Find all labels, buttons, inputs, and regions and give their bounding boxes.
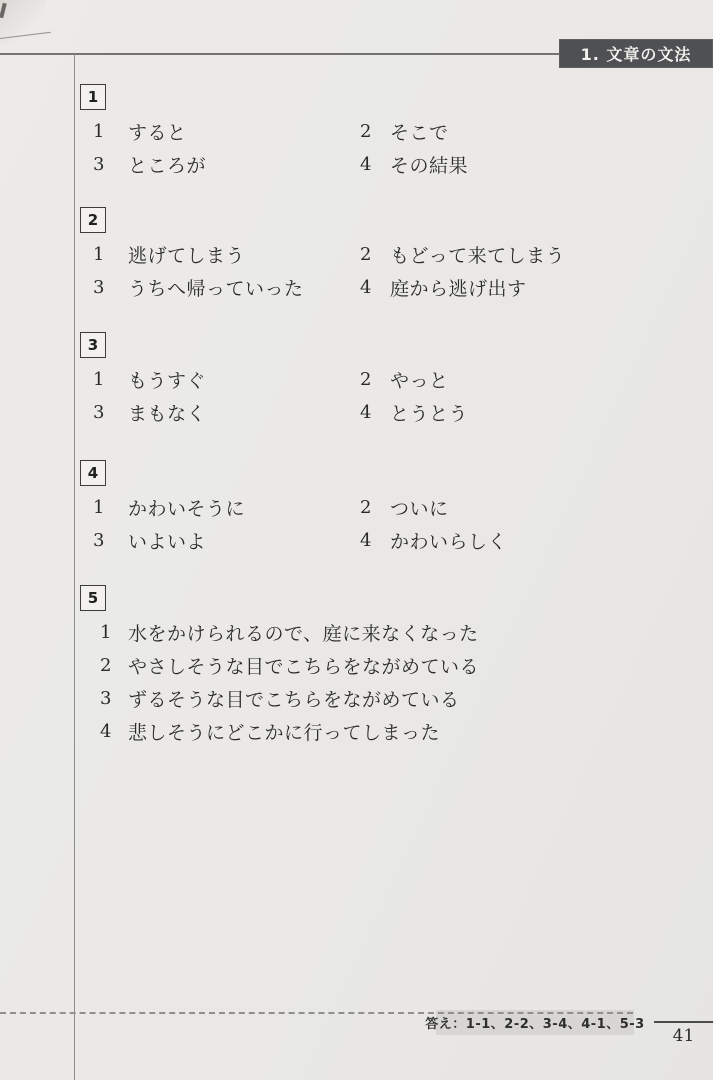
option-number: 4: [360, 530, 372, 551]
option-cell: [93, 366, 360, 393]
option-number: 3: [93, 277, 105, 298]
question-number-box: 3: [80, 332, 106, 358]
option-cell: [360, 399, 468, 426]
options-list: [80, 491, 670, 557]
option-number: 2: [360, 244, 372, 265]
page-number: 41: [672, 1026, 695, 1046]
option-cell: [93, 241, 360, 268]
option-text: やさしそうな目でこちらをながめている: [128, 656, 480, 678]
option-cell: [360, 241, 565, 268]
option-number: 2: [360, 369, 372, 390]
option-number: 4: [360, 277, 372, 298]
option-number: 4: [360, 402, 372, 423]
option-text: その結果: [390, 155, 469, 177]
options-list: [80, 363, 670, 429]
question-block-5: [80, 585, 670, 748]
option-number: 1: [93, 121, 105, 142]
question-number-box: 1: [80, 84, 106, 110]
options-list: [80, 616, 670, 748]
option-text: ついに: [390, 498, 449, 520]
header-horizontal-rule: [0, 53, 561, 55]
option-row: [80, 616, 670, 649]
option-text: うちへ帰っていった: [128, 278, 304, 300]
option-number: 1: [93, 497, 105, 518]
option-number: 2: [360, 497, 372, 518]
option-number: 4: [360, 154, 372, 175]
option-number: 1: [100, 622, 112, 643]
option-text: もうすぐ: [128, 370, 207, 392]
option-text: まもなく: [128, 403, 207, 425]
option-number: 1: [93, 244, 105, 265]
option-number: 3: [93, 402, 105, 423]
option-text: もどって来てしまう: [390, 245, 566, 267]
option-number: 3: [93, 530, 105, 551]
option-cell: [93, 399, 360, 426]
option-row: [80, 491, 670, 524]
option-cell: [93, 527, 360, 554]
option-cell: [360, 494, 449, 521]
option-text: いよいよ: [128, 531, 207, 553]
option-cell: [93, 274, 360, 301]
option-text: 逃げてしまう: [128, 245, 246, 267]
option-row: [80, 238, 670, 271]
option-row: [80, 715, 670, 748]
option-number: 1: [93, 369, 105, 390]
option-cell: [360, 151, 468, 178]
question-block-1: [80, 84, 670, 181]
option-row: [80, 363, 670, 396]
option-text: そこで: [390, 122, 449, 144]
option-cell: [93, 151, 360, 178]
options-list: [80, 115, 670, 181]
option-text: 悲しそうにどこかに行ってしまった: [128, 722, 441, 744]
option-number: 4: [100, 721, 112, 742]
option-text: 水をかけられるので、庭に来なくなった: [128, 623, 479, 645]
option-number: 2: [360, 121, 372, 142]
option-row: [80, 396, 670, 429]
question-block-4: [80, 460, 670, 557]
question-block-3: [80, 332, 670, 429]
question-number-box: 5: [80, 585, 106, 611]
page-number-rule: [654, 1021, 713, 1023]
question-number-box: 4: [80, 460, 106, 486]
question-block-2: [80, 207, 670, 304]
answer-key-text: 答え：1-1、2-2、3-4、4-1、5-3: [425, 1017, 645, 1032]
option-text: やっと: [390, 370, 449, 392]
chapter-title: 1. 文章の文法: [580, 45, 692, 64]
option-cell: [360, 274, 527, 301]
option-cell: [93, 494, 360, 521]
option-cell: [93, 118, 360, 145]
option-number: 2: [100, 655, 112, 676]
options-list: [80, 238, 670, 304]
option-text: とうとう: [390, 403, 469, 425]
option-text: かわいらしく: [390, 531, 508, 553]
option-row: [80, 649, 670, 682]
option-cell: [360, 366, 449, 393]
option-number: 3: [93, 154, 105, 175]
option-text: 庭から逃げ出す: [390, 278, 527, 300]
option-text: かわいそうに: [128, 498, 246, 520]
option-row: [80, 115, 670, 148]
chapter-header-bar: [559, 39, 713, 68]
option-row: [80, 148, 670, 181]
option-text: ずるそうな目でこちらをながめている: [128, 689, 460, 711]
left-margin-rule: [74, 54, 75, 1080]
option-cell: [360, 118, 449, 145]
option-row: [80, 524, 670, 557]
question-number-box: 2: [80, 207, 106, 233]
footer-dashed-rule: [0, 1012, 633, 1014]
option-cell: [360, 527, 507, 554]
option-row: [80, 682, 670, 715]
option-row: [80, 271, 670, 304]
option-text: すると: [128, 122, 187, 144]
option-number: 3: [100, 688, 112, 709]
option-text: ところが: [128, 155, 207, 177]
